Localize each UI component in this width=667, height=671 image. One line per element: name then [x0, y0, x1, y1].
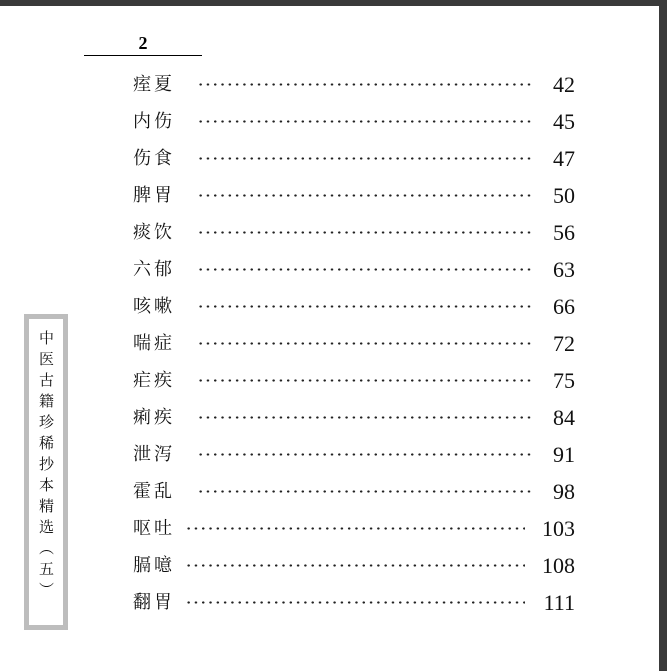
- side-title-frame: [24, 314, 68, 630]
- toc-entry[interactable]: [133, 285, 583, 322]
- toc-entry[interactable]: [133, 248, 583, 285]
- toc-dot-leader: [185, 527, 525, 530]
- toc-entry-title: 呕吐: [133, 518, 175, 539]
- toc-entry-title: 膈噫: [133, 555, 175, 576]
- toc-entry-page: 98: [553, 479, 575, 504]
- toc-entry-title: 伤食: [133, 148, 175, 169]
- toc-dot-leader: [197, 268, 535, 271]
- toc-entry-page: 63: [553, 257, 575, 282]
- toc-entry-title: 脾胃: [133, 185, 175, 206]
- toc-entry-title: 痓夏: [133, 74, 175, 95]
- toc-entry-page: 42: [553, 72, 575, 97]
- toc-dot-leader: [197, 490, 535, 493]
- toc-entry-page: 56: [553, 220, 575, 245]
- toc-entry-title: 喘症: [133, 333, 175, 354]
- toc-entry-title: 翻胃: [133, 592, 175, 613]
- toc-dot-leader: [197, 157, 535, 160]
- toc-entry[interactable]: [133, 359, 583, 396]
- toc-entry[interactable]: [133, 433, 583, 470]
- toc-dot-leader: [197, 416, 535, 419]
- toc-entry[interactable]: [133, 470, 583, 507]
- toc-entry-title: 疟疾: [133, 370, 175, 391]
- toc-entry-page: 111: [543, 590, 575, 615]
- toc-entry-page: 50: [553, 183, 575, 208]
- side-title: 中医古籍珍稀抄本精选（五）: [37, 330, 55, 603]
- toc-entry-page: 72: [553, 331, 575, 356]
- toc-entry-title: 咳嗽: [133, 296, 175, 317]
- toc-entry[interactable]: [133, 100, 583, 137]
- table-of-contents: [133, 63, 583, 618]
- side-title-panel: [29, 319, 63, 625]
- toc-entry-title: 泄泻: [133, 444, 175, 465]
- toc-entry-page: 75: [553, 368, 575, 393]
- toc-dot-leader: [197, 83, 535, 86]
- toc-entry[interactable]: [133, 396, 583, 433]
- toc-entry-title: 六郁: [133, 259, 175, 280]
- toc-entry-page: 66: [553, 294, 575, 319]
- toc-entry[interactable]: [133, 63, 583, 100]
- toc-entry[interactable]: [133, 322, 583, 359]
- toc-entry-title: 内伤: [133, 111, 175, 132]
- toc-dot-leader: [185, 564, 525, 567]
- toc-dot-leader: [197, 231, 535, 234]
- toc-dot-leader: [197, 120, 535, 123]
- toc-entry-page: 84: [553, 405, 575, 430]
- header-rule: [84, 55, 202, 56]
- toc-entry[interactable]: [133, 174, 583, 211]
- toc-entry-page: 47: [553, 146, 575, 171]
- toc-entry-title: 痢疾: [133, 407, 175, 428]
- toc-entry-title: 痰饮: [133, 222, 175, 243]
- toc-entry-page: 108: [542, 553, 575, 578]
- toc-dot-leader: [197, 342, 535, 345]
- document-page: [0, 6, 659, 671]
- toc-dot-leader: [197, 453, 535, 456]
- toc-entry[interactable]: [133, 581, 583, 618]
- toc-entry-page: 103: [542, 516, 575, 541]
- toc-entry[interactable]: [133, 211, 583, 248]
- toc-entry[interactable]: [133, 137, 583, 174]
- toc-dot-leader: [185, 601, 525, 604]
- toc-dot-leader: [197, 194, 535, 197]
- toc-dot-leader: [197, 379, 535, 382]
- toc-dot-leader: [197, 305, 535, 308]
- toc-entry[interactable]: [133, 544, 583, 581]
- page-number: 2: [138, 33, 148, 53]
- toc-entry-title: 霍乱: [133, 481, 175, 502]
- toc-entry-page: 45: [553, 109, 575, 134]
- toc-entry[interactable]: [133, 507, 583, 544]
- toc-entry-page: 91: [553, 442, 575, 467]
